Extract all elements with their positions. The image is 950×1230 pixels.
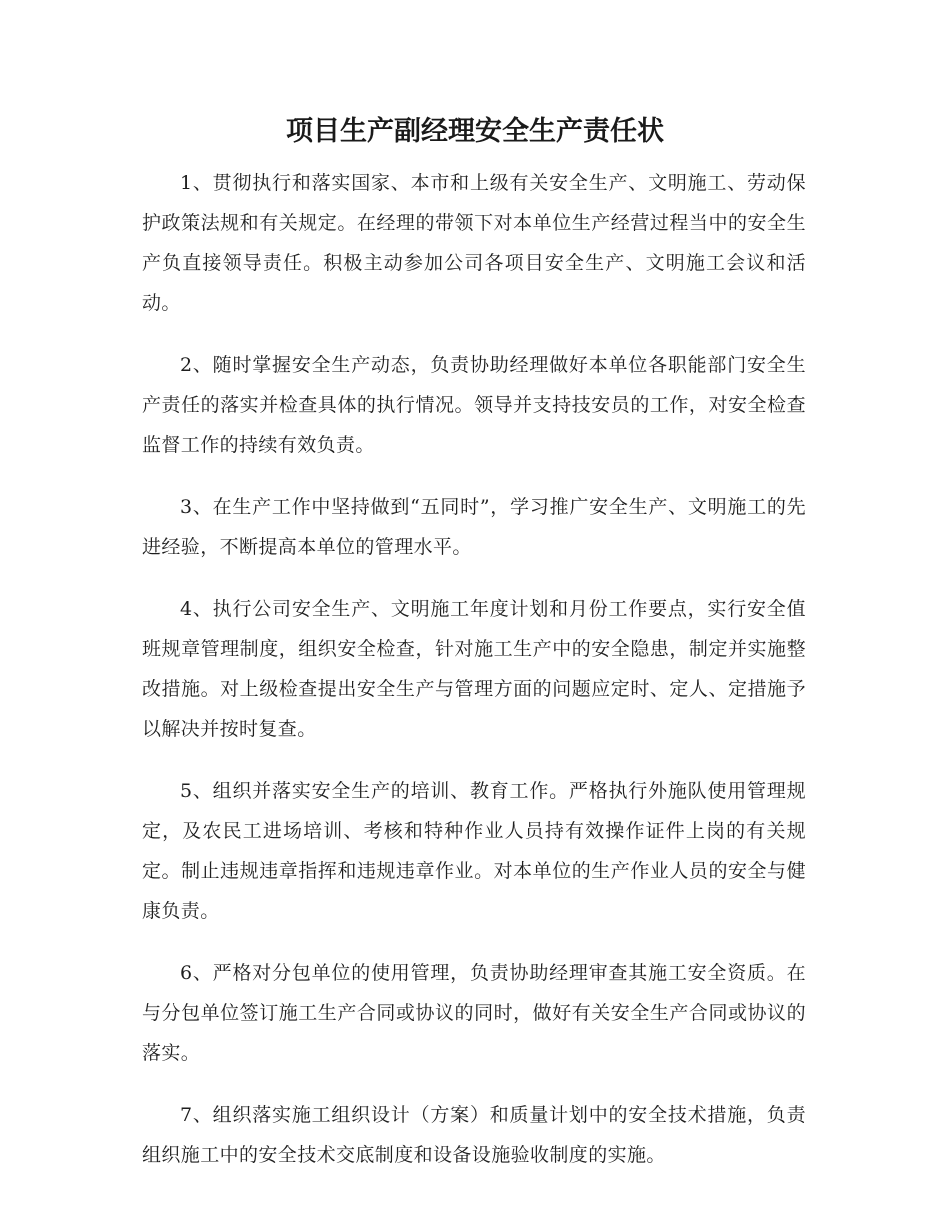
document-body bbox=[142, 163, 806, 1197]
clause-6: 6、严格对分包单位的使用管理，负责协助经理审查其施工安全资质。在与分包单位签订施工生产合同或协议的同时，做好有关安全生产合同或协议的落实。 bbox=[142, 962, 806, 1064]
clause-5: 5、组织并落实安全生产的培训、教育工作。严格执行外施队使用管理规定，及农民工进场培训、考核和特种作业人员持有效操作证件上岗的有关规定。制止违规违章指挥和违规违章作业。对本单位的生产作业人员的安全与健康负责。 bbox=[142, 780, 806, 922]
clause-7: 7、组织落实施工组织设计（方案）和质量计划中的安全技术措施，负责组织施工中的安全技术交底制度和设备设施验收制度的实施。 bbox=[142, 1104, 806, 1166]
document-title: 项目生产副经理安全生产责任状 bbox=[286, 116, 664, 147]
clause-3: 3、在生产工作中坚持做到“五同时”，学习推广安全生产、文明施工的先进经验，不断提高本单位的管理水平。 bbox=[142, 496, 806, 558]
clause-4: 4、执行公司安全生产、文明施工年度计划和月份工作要点，实行安全值班规章管理制度，组织安全检查，针对施工生产中的安全隐患，制定并实施整改措施。对上级检查提出安全生产与管理方面的问题应定时、定人、定措施予以解决并按时复查。 bbox=[142, 598, 806, 740]
clause-1: 1、贯彻执行和落实国家、本市和上级有关安全生产、文明施工、劳动保护政策法规和有关规定。在经理的带领下对本单位生产经营过程当中的安全生产负直接领导责任。积极主动参加公司各项目安全生产、文明施工会议和活动。 bbox=[142, 172, 806, 314]
clause-2: 2、随时掌握安全生产动态，负责协助经理做好本单位各职能部门安全生产责任的落实并检查具体的执行情况。领导并支持技安员的工作，对安全检查监督工作的持续有效负责。 bbox=[142, 354, 806, 456]
